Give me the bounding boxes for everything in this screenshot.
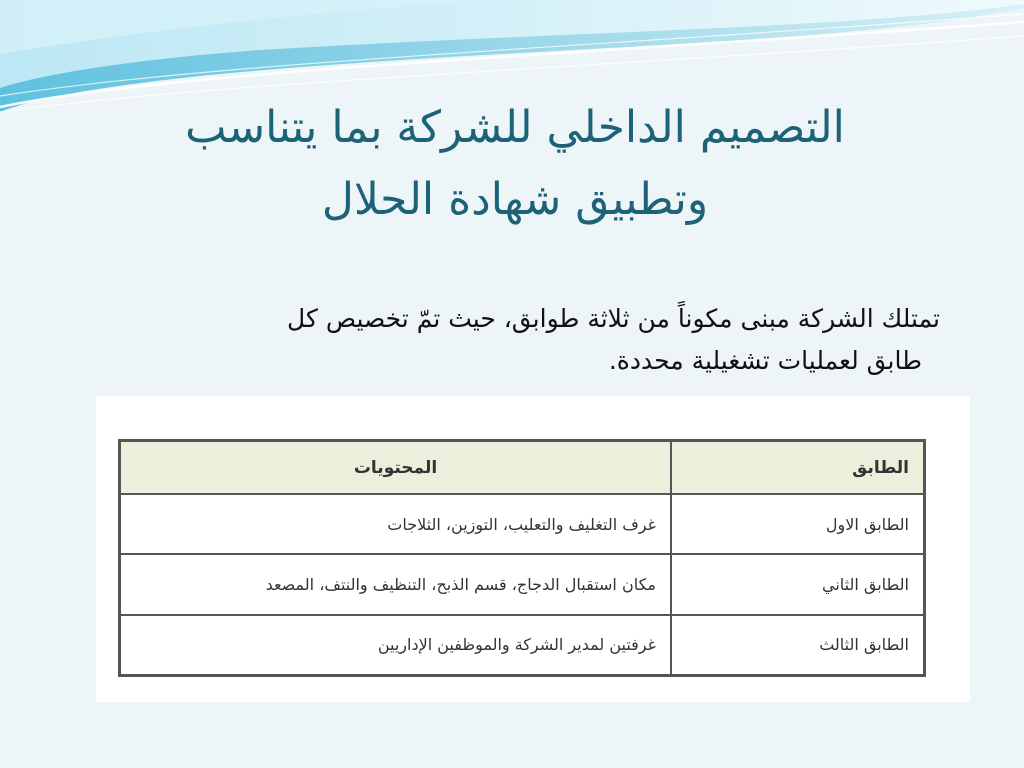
row-floor: الطابق الثاني xyxy=(671,554,925,614)
table-row xyxy=(120,615,925,676)
header-contents: المحتويات xyxy=(120,441,672,495)
slide-title-line-2: وتطبيق شهادة الحلال xyxy=(321,174,709,225)
table-header-row xyxy=(120,441,925,495)
slide-body-text xyxy=(90,298,940,382)
floor-contents-table xyxy=(118,439,926,677)
slide-title-line-1: التصميم الداخلي للشركة بما يتناسب xyxy=(185,102,845,153)
body-text-line-1: تمتلك الشركة مبنى مكوناً من ثلاثة طوابق، حيث تمّ تخصيص كل xyxy=(287,304,940,333)
row-floor: الطابق الاول xyxy=(671,494,925,554)
row-contents: غرفتين لمدير الشركة والموظفين الإداريين xyxy=(120,615,672,676)
table-row xyxy=(120,494,925,554)
floor-table-panel xyxy=(96,396,970,702)
body-text-line-2: طابق لعمليات تشغيلية محددة. xyxy=(608,346,922,375)
row-contents: مكان استقبال الدجاج، قسم الذبح، التنظيف والنتف، المصعد xyxy=(120,554,672,614)
header-floor: الطابق xyxy=(671,441,925,495)
slide-title xyxy=(80,92,950,236)
row-floor: الطابق الثالث xyxy=(671,615,925,676)
table-row xyxy=(120,554,925,614)
row-contents: غرف التغليف والتعليب، التوزين، الثلاجات xyxy=(120,494,672,554)
